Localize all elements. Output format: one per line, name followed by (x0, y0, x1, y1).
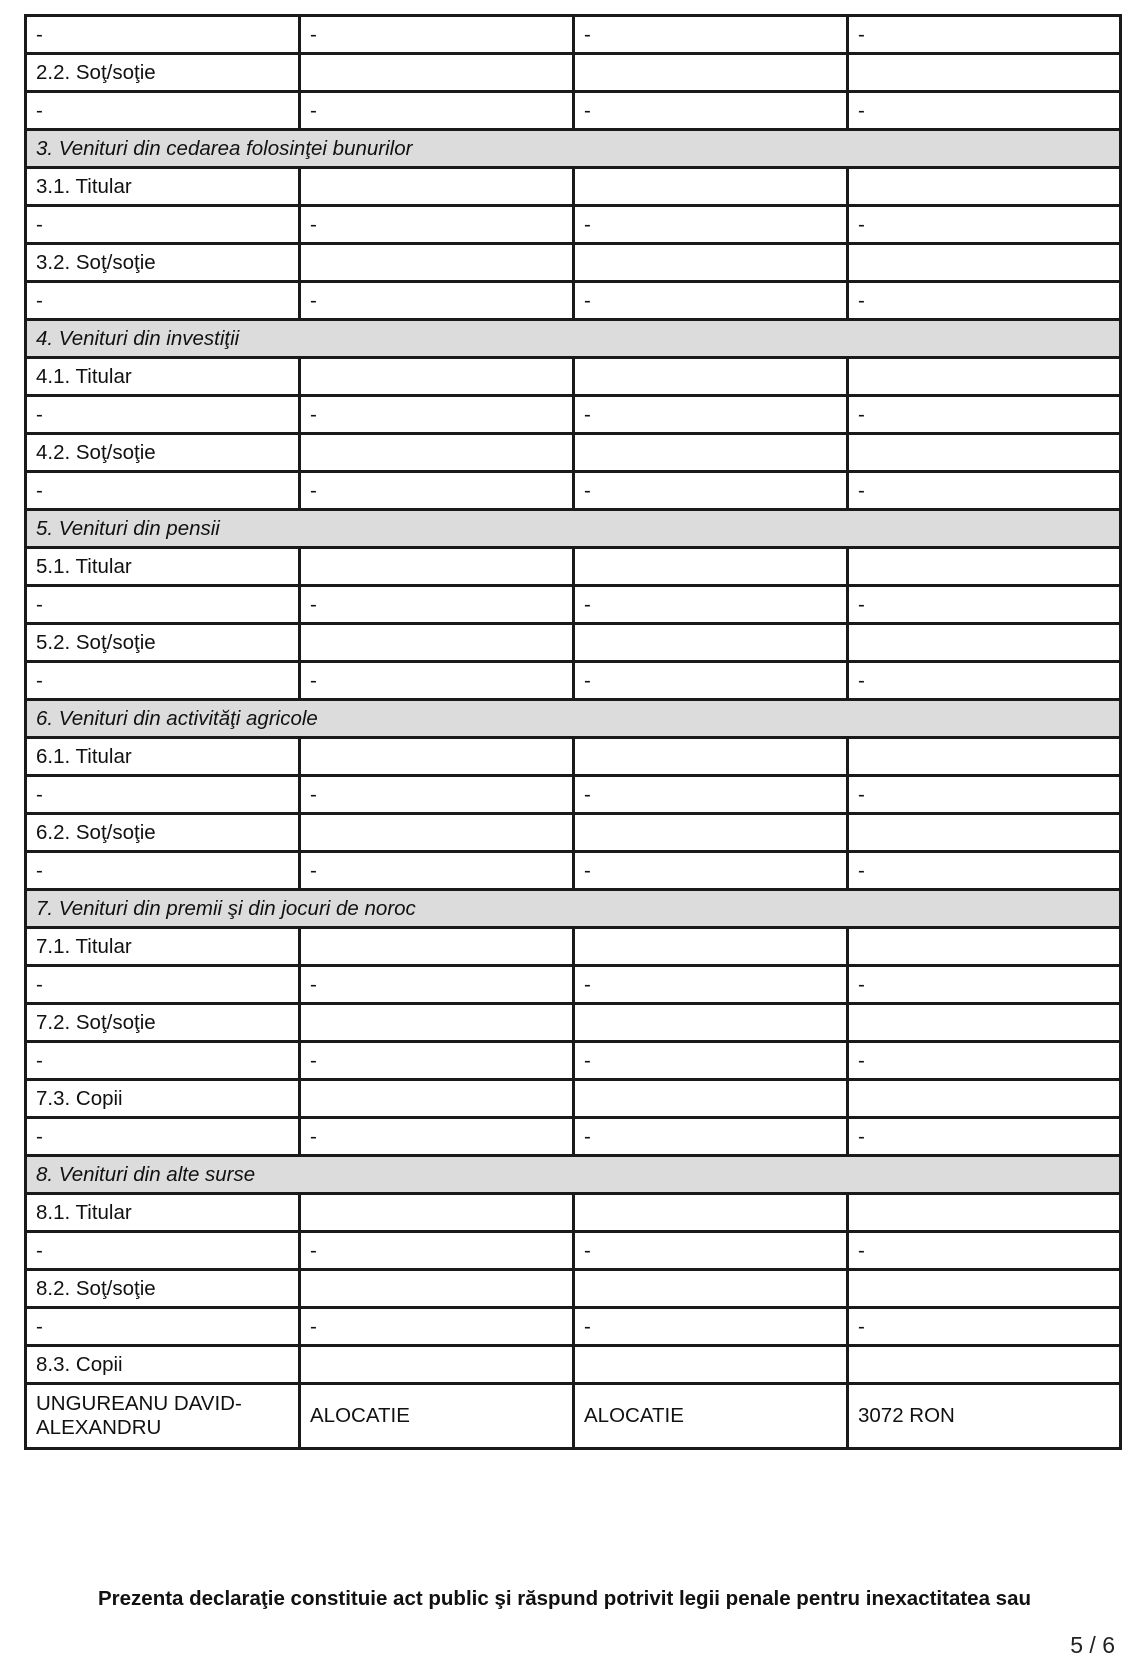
income-table (24, 14, 1122, 1450)
subsection-row (26, 1004, 1121, 1042)
section-header-row (26, 1156, 1121, 1194)
subsection-row (26, 1270, 1121, 1308)
table-row (26, 282, 1121, 320)
subsection-label: 6.1. Titular (26, 738, 300, 776)
table-cell: - (300, 1308, 574, 1346)
empty-cell (848, 624, 1121, 662)
table-cell: - (26, 776, 300, 814)
empty-cell (574, 1346, 848, 1384)
table-cell: - (574, 776, 848, 814)
table-row (26, 966, 1121, 1004)
section-header-row (26, 700, 1121, 738)
empty-cell (574, 1270, 848, 1308)
subsection-label: 2.2. Soţ/soţie (26, 54, 300, 92)
table-cell: - (26, 16, 300, 54)
section-title: 7. Venituri din premii şi din jocuri de noroc (26, 890, 1121, 928)
subsection-row (26, 1080, 1121, 1118)
table-cell: - (300, 206, 574, 244)
subsection-row (26, 54, 1121, 92)
empty-cell (848, 54, 1121, 92)
empty-cell (574, 54, 848, 92)
empty-cell (848, 814, 1121, 852)
table-cell: - (574, 1308, 848, 1346)
empty-cell (300, 814, 574, 852)
section-header-row (26, 510, 1121, 548)
table-cell: - (26, 1308, 300, 1346)
table-cell: - (848, 92, 1121, 130)
table-cell: ALOCATIE (574, 1384, 848, 1449)
table-row (26, 776, 1121, 814)
subsection-row (26, 928, 1121, 966)
table-cell: - (848, 472, 1121, 510)
subsection-label: 7.2. Soţ/soţie (26, 1004, 300, 1042)
table-cell: - (300, 92, 574, 130)
empty-cell (574, 1004, 848, 1042)
table-row (26, 206, 1121, 244)
subsection-label: 8.1. Titular (26, 1194, 300, 1232)
subsection-label: 8.2. Soţ/soţie (26, 1270, 300, 1308)
empty-cell (574, 434, 848, 472)
subsection-row (26, 358, 1121, 396)
table-row (26, 852, 1121, 890)
table-row (26, 472, 1121, 510)
table-cell: - (848, 1042, 1121, 1080)
table-cell: UNGUREANU DAVID-ALEXANDRU (26, 1384, 300, 1449)
table-row (26, 92, 1121, 130)
subsection-row (26, 814, 1121, 852)
table-cell: - (26, 206, 300, 244)
empty-cell (848, 1194, 1121, 1232)
empty-cell (848, 928, 1121, 966)
empty-cell (848, 548, 1121, 586)
table-cell: - (848, 206, 1121, 244)
table-row (26, 396, 1121, 434)
table-cell: - (848, 1118, 1121, 1156)
table-cell: - (300, 16, 574, 54)
empty-cell (300, 928, 574, 966)
table-cell: - (26, 852, 300, 890)
subsection-label: 3.1. Titular (26, 168, 300, 206)
empty-cell (574, 928, 848, 966)
table-cell: - (300, 852, 574, 890)
table-cell: - (574, 92, 848, 130)
table-cell: - (300, 1042, 574, 1080)
table-row (26, 1308, 1121, 1346)
table-cell: - (574, 472, 848, 510)
empty-cell (574, 624, 848, 662)
table-row (26, 1042, 1121, 1080)
table-cell: - (300, 396, 574, 434)
table-cell: - (848, 282, 1121, 320)
table-cell: - (574, 206, 848, 244)
table-cell: - (848, 662, 1121, 700)
table-cell: - (26, 1232, 300, 1270)
empty-cell (574, 548, 848, 586)
table-cell: - (26, 1118, 300, 1156)
empty-cell (574, 1080, 848, 1118)
empty-cell (574, 814, 848, 852)
empty-cell (300, 1080, 574, 1118)
table-cell: - (300, 1232, 574, 1270)
table-cell: - (26, 1042, 300, 1080)
table-cell: - (26, 472, 300, 510)
section-header-row (26, 130, 1121, 168)
empty-cell (300, 244, 574, 282)
table-cell: - (26, 92, 300, 130)
section-header-row (26, 320, 1121, 358)
empty-cell (574, 168, 848, 206)
table-cell: - (848, 586, 1121, 624)
table-cell: - (300, 662, 574, 700)
empty-cell (848, 358, 1121, 396)
subsection-label: 5.2. Soţ/soţie (26, 624, 300, 662)
section-title: 3. Venituri din cedarea folosinţei bunurilor (26, 130, 1121, 168)
table-cell: 3072 RON (848, 1384, 1121, 1449)
empty-cell (848, 244, 1121, 282)
empty-cell (848, 1004, 1121, 1042)
subsection-label: 7.1. Titular (26, 928, 300, 966)
table-row (26, 1118, 1121, 1156)
subsection-label: 4.2. Soţ/soţie (26, 434, 300, 472)
table-cell: - (26, 396, 300, 434)
empty-cell (300, 358, 574, 396)
empty-cell (300, 1004, 574, 1042)
table-cell: - (574, 282, 848, 320)
table-cell: - (848, 396, 1121, 434)
table-cell: - (574, 852, 848, 890)
table-cell: - (848, 776, 1121, 814)
subsection-row (26, 624, 1121, 662)
empty-cell (300, 54, 574, 92)
table-cell: - (300, 1118, 574, 1156)
table-cell: - (574, 1042, 848, 1080)
table-row (26, 586, 1121, 624)
section-title: 5. Venituri din pensii (26, 510, 1121, 548)
subsection-row (26, 168, 1121, 206)
table-cell: - (848, 852, 1121, 890)
empty-cell (300, 1346, 574, 1384)
table-row (26, 1384, 1121, 1449)
table-row (26, 16, 1121, 54)
subsection-label: 4.1. Titular (26, 358, 300, 396)
section-title: 4. Venituri din investiţii (26, 320, 1121, 358)
table-cell: - (848, 16, 1121, 54)
income-table-container (24, 14, 1119, 1450)
table-cell: - (574, 586, 848, 624)
section-title: 8. Venituri din alte surse (26, 1156, 1121, 1194)
page-number: 5 / 6 (1070, 1632, 1115, 1658)
empty-cell (848, 434, 1121, 472)
legal-statement: Prezenta declaraţie constituie act public şi răspund potrivit legii penale pentru inexactitatea sau (97, 1587, 1031, 1610)
table-cell: - (574, 966, 848, 1004)
table-cell: - (26, 966, 300, 1004)
empty-cell (848, 168, 1121, 206)
table-cell: - (574, 662, 848, 700)
empty-cell (300, 434, 574, 472)
table-cell: - (848, 966, 1121, 1004)
table-cell: - (574, 396, 848, 434)
table-cell: - (300, 586, 574, 624)
table-cell: - (848, 1308, 1121, 1346)
subsection-row (26, 1194, 1121, 1232)
subsection-row (26, 244, 1121, 282)
empty-cell (574, 358, 848, 396)
table-row (26, 662, 1121, 700)
empty-cell (300, 548, 574, 586)
section-header-row (26, 890, 1121, 928)
table-cell: - (26, 586, 300, 624)
empty-cell (300, 1194, 574, 1232)
subsection-label: 7.3. Copii (26, 1080, 300, 1118)
empty-cell (300, 624, 574, 662)
table-cell: - (848, 1232, 1121, 1270)
table-cell: - (574, 1232, 848, 1270)
subsection-label: 3.2. Soţ/soţie (26, 244, 300, 282)
empty-cell (848, 1080, 1121, 1118)
empty-cell (574, 738, 848, 776)
empty-cell (300, 738, 574, 776)
subsection-row (26, 1346, 1121, 1384)
table-cell: - (300, 472, 574, 510)
empty-cell (300, 1270, 574, 1308)
empty-cell (574, 1194, 848, 1232)
empty-cell (848, 1270, 1121, 1308)
subsection-label: 8.3. Copii (26, 1346, 300, 1384)
subsection-row (26, 548, 1121, 586)
subsection-row (26, 434, 1121, 472)
table-cell: - (26, 662, 300, 700)
table-cell: - (574, 1118, 848, 1156)
empty-cell (574, 244, 848, 282)
subsection-label: 5.1. Titular (26, 548, 300, 586)
table-cell: - (26, 282, 300, 320)
table-cell: ALOCATIE (300, 1384, 574, 1449)
table-cell: - (574, 16, 848, 54)
table-cell: - (300, 966, 574, 1004)
income-table-body (26, 16, 1121, 1449)
section-title: 6. Venituri din activităţi agricole (26, 700, 1121, 738)
empty-cell (300, 168, 574, 206)
table-cell: - (300, 282, 574, 320)
table-cell: - (300, 776, 574, 814)
table-row (26, 1232, 1121, 1270)
subsection-label: 6.2. Soţ/soţie (26, 814, 300, 852)
empty-cell (848, 738, 1121, 776)
subsection-row (26, 738, 1121, 776)
empty-cell (848, 1346, 1121, 1384)
